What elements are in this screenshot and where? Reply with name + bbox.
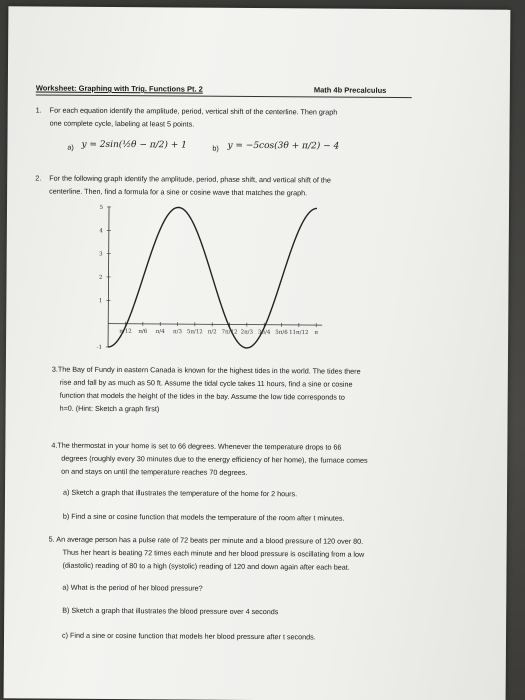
q5-text-line3: (diastolic) reading of 80 to a high (systolic) reading of 120 and down again after each beat. (62, 560, 350, 572)
worksheet-title: Worksheet: Graphing with Trig. Functions Pt. 2 (35, 83, 203, 94)
worksheet-page (4, 6, 511, 700)
y-tick-label: 3 (99, 251, 103, 258)
q5-text-line2: Thus her heart is beating 72 times each minute and her blood pressure is oscillating from a low (62, 547, 365, 559)
q2-number: 2. (35, 173, 42, 183)
x-tick-label: 3π/4 (257, 329, 271, 336)
y-tick-label: 2 (99, 274, 103, 281)
q2-text-line2: centerline. Then, find a formula for a sine or cosine wave that matches the graph. (49, 186, 308, 198)
q4b-text: b) Find a sine or cosine function that models the temperature of the room after t minutes. (62, 511, 345, 523)
q1-number: 1. (35, 105, 42, 115)
sinusoid-graph (76, 199, 327, 361)
q3-text-line3: function that models the height of the tides in the bay. Assume the low tide corresponds to (59, 390, 345, 402)
course-name: Math 4b Precalculus (313, 85, 387, 95)
y-tick-label: 4 (99, 228, 103, 235)
x-tick-label: π/2 (207, 329, 217, 336)
x-tick-label: π/12 (119, 328, 132, 335)
q1-text-line2: one complete cycle, labeling at least 5 points. (49, 118, 195, 129)
q5b-text: B) Sketch a graph that illustrates the blood pressure over 4 seconds (62, 605, 279, 617)
q3-text-line4: h=0. (Hint: Sketch a graph first) (59, 403, 160, 414)
x-tick-label: π (314, 330, 318, 337)
q5-text-line1: 5. An average person has a pulse rate of 72 beats per minute and a blood pressure of 120 over 80. (48, 534, 364, 546)
q1a-label: a) (67, 142, 74, 152)
q4a-text: a) Sketch a graph that illustrates the temperature of the home for 2 hours. (62, 487, 298, 499)
x-tick-label: 11π/12 (289, 329, 309, 337)
q1b-label: b) (212, 143, 219, 153)
x-tick-label: 2π/3 (240, 329, 254, 336)
q5a-text: a) What is the period of her blood pressure? (62, 582, 203, 593)
q1-text-line1: For each equation identify the amplitude, period, vertical shift of the centerline. Then graph (49, 105, 338, 117)
x-tick-label: π/3 (172, 329, 182, 336)
header-rule (36, 94, 412, 98)
x-tick-label: 5π/6 (275, 329, 288, 336)
x-tick-label: 7π/12 (221, 329, 238, 336)
y-tick-label: -1 (96, 344, 103, 351)
q4-text-line1: 4.The thermostat in your home is set to 66 degrees. Whenever the temperature drops to 66 (51, 440, 342, 452)
x-tick-label: π/6 (138, 328, 148, 335)
q4-text-line3: on and stays on until the temperature reaches 70 degrees. (61, 466, 248, 477)
q5c-text: c) Find a sine or cosine function that models her blood pressure after t seconds. (62, 630, 316, 642)
q1a-equation: y = 2sin(½θ − π/2) + 1 (81, 139, 187, 151)
q2-text-line1: For the following graph identify the amplitude, period, phase shift, and vertical shift of the (49, 173, 331, 185)
q3-text-line2: rise and fall by as much as 50 ft. Assume the tidal cycle takes 11 hours, find a sine or cosine (59, 377, 353, 389)
y-tick-label: 1 (98, 298, 103, 305)
q4-text-line2: degrees (roughly every 30 minutes due to the energy efficiency of her home), the furnace comes (61, 453, 368, 465)
sinusoid-curve (108, 207, 317, 348)
y-tick-label: 5 (99, 204, 104, 211)
q1b-equation: y = −5cos(3θ + π/2) − 4 (227, 140, 340, 152)
x-tick-label: 5π/12 (186, 329, 203, 336)
x-axis (108, 324, 322, 325)
x-tick-label: π/4 (155, 328, 165, 336)
q3-text-line1: 3.The Bay of Fundy in eastern Canada is known for the highest tides in the world. The tides there (51, 364, 361, 376)
